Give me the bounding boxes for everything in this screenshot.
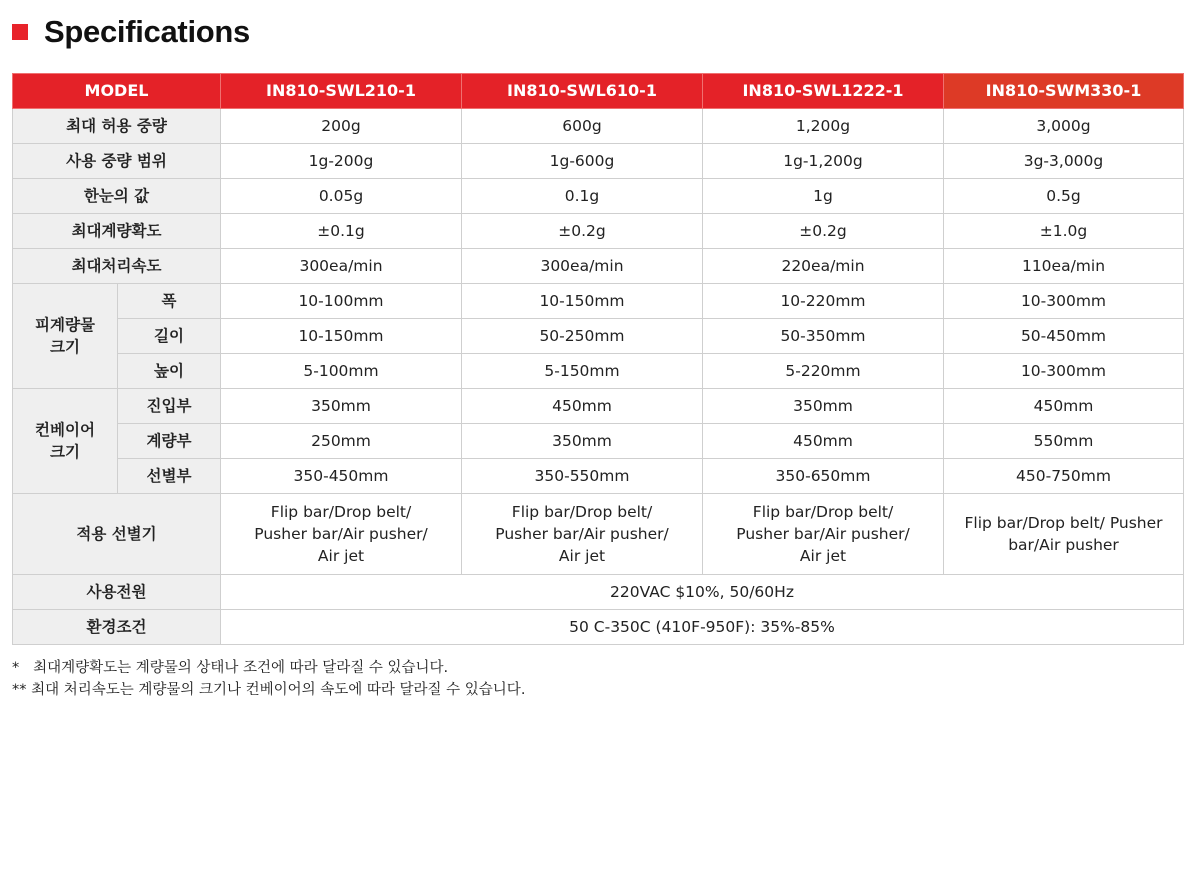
cell: 350mm: [703, 389, 944, 424]
header-model-3: IN810-SWL1222-1: [703, 74, 944, 109]
cell: 350-550mm: [462, 459, 703, 494]
row-label: 길이: [118, 319, 221, 354]
table-row: [13, 459, 1184, 494]
cell: 350mm: [221, 389, 462, 424]
table-row: [13, 319, 1184, 354]
cell: 450mm: [703, 424, 944, 459]
cell-line: Pusher bar/Air pusher/: [254, 525, 428, 543]
cell: 110ea/min: [944, 249, 1184, 284]
header-model-1: IN810-SWL210-1: [221, 74, 462, 109]
cell-line: Pusher bar/Air pusher/: [736, 525, 910, 543]
cell: 350-450mm: [221, 459, 462, 494]
row-label: 계량부: [118, 424, 221, 459]
cell: [221, 494, 462, 575]
cell: 600g: [462, 109, 703, 144]
heading-bullet-icon: [12, 24, 28, 40]
cell: 450mm: [462, 389, 703, 424]
row-label: 진입부: [118, 389, 221, 424]
cell: [703, 494, 944, 575]
cell: 0.5g: [944, 179, 1184, 214]
cell: 220ea/min: [703, 249, 944, 284]
cell-line: Air jet: [558, 547, 606, 565]
cell: 10-150mm: [221, 319, 462, 354]
table-row: [13, 109, 1184, 144]
cell: 10-150mm: [462, 284, 703, 319]
cell: 10-300mm: [944, 354, 1184, 389]
row-label: 사용 중량 범위: [13, 144, 221, 179]
table-row: [13, 249, 1184, 284]
cell: 450mm: [944, 389, 1184, 424]
group-label-line: 크기: [50, 443, 80, 461]
row-label: 환경조건: [13, 610, 221, 645]
cell: 1g-600g: [462, 144, 703, 179]
group-label-conveyor-size: [13, 389, 118, 494]
cell: 10-220mm: [703, 284, 944, 319]
spec-table: [12, 73, 1184, 645]
cell: 0.1g: [462, 179, 703, 214]
cell: 350mm: [462, 424, 703, 459]
table-row: [13, 575, 1184, 610]
cell: 1g-1,200g: [703, 144, 944, 179]
cell: 10-300mm: [944, 284, 1184, 319]
table-row: [13, 424, 1184, 459]
row-label: 최대 허용 중량: [13, 109, 221, 144]
cell: 5-100mm: [221, 354, 462, 389]
row-label: 최대계량확도: [13, 214, 221, 249]
footnotes: [12, 657, 525, 701]
cell: ±0.2g: [703, 214, 944, 249]
row-label: 한눈의 값: [13, 179, 221, 214]
cell: 1g-200g: [221, 144, 462, 179]
cell: 5-220mm: [703, 354, 944, 389]
cell: ±0.1g: [221, 214, 462, 249]
cell: 3g-3,000g: [944, 144, 1184, 179]
row-label: 사용전원: [13, 575, 221, 610]
table-row: [13, 284, 1184, 319]
cell: 0.05g: [221, 179, 462, 214]
cell: 300ea/min: [221, 249, 462, 284]
cell: 50-450mm: [944, 319, 1184, 354]
cell: 450-750mm: [944, 459, 1184, 494]
cell: 50-250mm: [462, 319, 703, 354]
group-label-line: 컨베이어: [35, 421, 95, 439]
cell-merged: 220VAC $10%, 50/60Hz: [221, 575, 1184, 610]
table-row: [13, 389, 1184, 424]
cell: 10-100mm: [221, 284, 462, 319]
table-row: [13, 494, 1184, 575]
cell: 350-650mm: [703, 459, 944, 494]
cell-merged: 50 C-350C (410F-950F): 35%-85%: [221, 610, 1184, 645]
cell-line: Air jet: [799, 547, 847, 565]
row-label: 최대처리속도: [13, 249, 221, 284]
group-label-line: 피계량물: [35, 316, 95, 334]
cell: 550mm: [944, 424, 1184, 459]
row-label: 적용 선별기: [13, 494, 221, 575]
row-label: 선별부: [118, 459, 221, 494]
table-header-row: [13, 74, 1184, 109]
cell-line: Flip bar/Drop belt/: [511, 503, 653, 521]
cell: 5-150mm: [462, 354, 703, 389]
cell-line: Flip bar/Drop belt/: [270, 503, 412, 521]
header-model-4: IN810-SWM330-1: [944, 74, 1184, 109]
group-label-line: 크기: [50, 338, 80, 356]
row-label: 폭: [118, 284, 221, 319]
cell: [462, 494, 703, 575]
table-row: [13, 354, 1184, 389]
cell: 250mm: [221, 424, 462, 459]
cell-line: Flip bar/Drop belt/: [752, 503, 894, 521]
cell: ±1.0g: [944, 214, 1184, 249]
footnote: * 최대계량확도는 계량물의 상태나 조건에 따라 달라질 수 있습니다.: [12, 660, 449, 676]
cell: 1,200g: [703, 109, 944, 144]
cell: 50-350mm: [703, 319, 944, 354]
page-title: Specifications: [44, 14, 250, 49]
cell: 3,000g: [944, 109, 1184, 144]
row-label: 높이: [118, 354, 221, 389]
cell: 200g: [221, 109, 462, 144]
header-model: MODEL: [13, 74, 221, 109]
cell: 300ea/min: [462, 249, 703, 284]
header-model-2: IN810-SWL610-1: [462, 74, 703, 109]
table-row: [13, 144, 1184, 179]
cell-line: Air jet: [317, 547, 365, 565]
footnote: ** 최대 처리속도는 계량물의 크기나 컨베이어의 속도에 따라 달라질 수 있습니다.: [12, 682, 526, 698]
group-label-object-size: [13, 284, 118, 389]
table-row: [13, 179, 1184, 214]
table-row: [13, 214, 1184, 249]
section-heading: [12, 14, 250, 50]
cell-line: bar/Air pusher: [1008, 536, 1119, 554]
table-row: [13, 610, 1184, 645]
cell-line: Pusher bar/Air pusher/: [495, 525, 669, 543]
cell: ±0.2g: [462, 214, 703, 249]
cell: [944, 494, 1184, 575]
cell: 1g: [703, 179, 944, 214]
cell-line: Flip bar/Drop belt/ Pusher: [964, 514, 1163, 532]
